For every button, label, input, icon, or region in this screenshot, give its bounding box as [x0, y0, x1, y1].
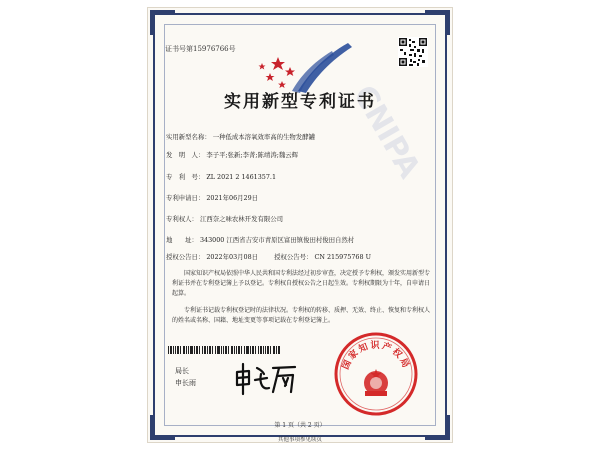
director-title: 局长: [175, 367, 189, 375]
field-patentee: [166, 214, 283, 223]
field-value: 一种低成本溶氧效率高的生物发酵罐: [212, 133, 315, 141]
field-value: 2022年03月08日: [206, 253, 259, 261]
field-label: 授权公告号：: [274, 253, 313, 261]
footer-note: 其他事项参见续页: [277, 437, 322, 443]
corner-ornament: [425, 10, 450, 35]
director-name: 申长雨: [175, 379, 196, 387]
field-value: 343000 江西省吉安市青原区富田镇俊田村俊田自然村: [199, 236, 355, 244]
field-utility-model-name: [166, 132, 315, 141]
patent-certificate: [147, 7, 453, 443]
field-grant-date: [166, 252, 371, 261]
certificate-paragraph: 专利证书记载专利权登记时的法律状况。专利权的转移、质押、无效、终止、恢复和专利权人的姓名或名称、国籍、地址变更等事项记载在专利登记簿上。: [172, 307, 431, 324]
field-inventors: [166, 150, 298, 159]
certificate-title: 实用新型专利证书: [224, 92, 376, 112]
field-label: 实用新型名称：: [166, 133, 211, 141]
director-signature: [233, 360, 298, 396]
page-indicator: 第 1 页（共 2 页）: [274, 422, 326, 429]
field-label: 专利权人：: [166, 215, 198, 223]
cnipa-logo: [248, 35, 358, 95]
field-value: ZL 2021 2 1461357.1: [206, 173, 277, 181]
field-label: 授权公告日：: [166, 253, 205, 261]
field-address: [166, 235, 354, 244]
qr-code: [398, 37, 428, 67]
field-label: 专利申请日：: [166, 194, 205, 202]
field-label: 专 利 号：: [166, 173, 205, 181]
field-value: 李子平;张新;李菁;陈靖涛;魏云辉: [206, 151, 299, 159]
certificate-paragraph: 国家知识产权局依照中华人民共和国专利法经过初步审查，决定授予专利权，颁发实用新型专利证书并在专利登记簿上予以登记。专利权自授权公告之日起生效。专利权期限为十年，自申请日起算。: [172, 270, 431, 297]
svg-text:CNIPA: CNIPA: [346, 79, 427, 185]
field-value: 江西奈之味农林开发有限公司: [199, 215, 284, 223]
official-seal: [331, 329, 421, 419]
certificate-number: 证书号第15976766号: [165, 45, 236, 53]
svg-text:国家知识产权局: 国家知识产权局: [340, 341, 412, 372]
field-patent-number: [166, 172, 276, 181]
field-value: CN 215975768 U: [314, 253, 371, 261]
corner-ornament: [150, 10, 175, 35]
barcode: [168, 346, 280, 354]
field-label: 地 址：: [166, 236, 198, 244]
field-value: 2021年06月29日: [206, 194, 259, 202]
field-application-date: [166, 193, 258, 202]
field-label: 发 明 人：: [166, 151, 205, 159]
